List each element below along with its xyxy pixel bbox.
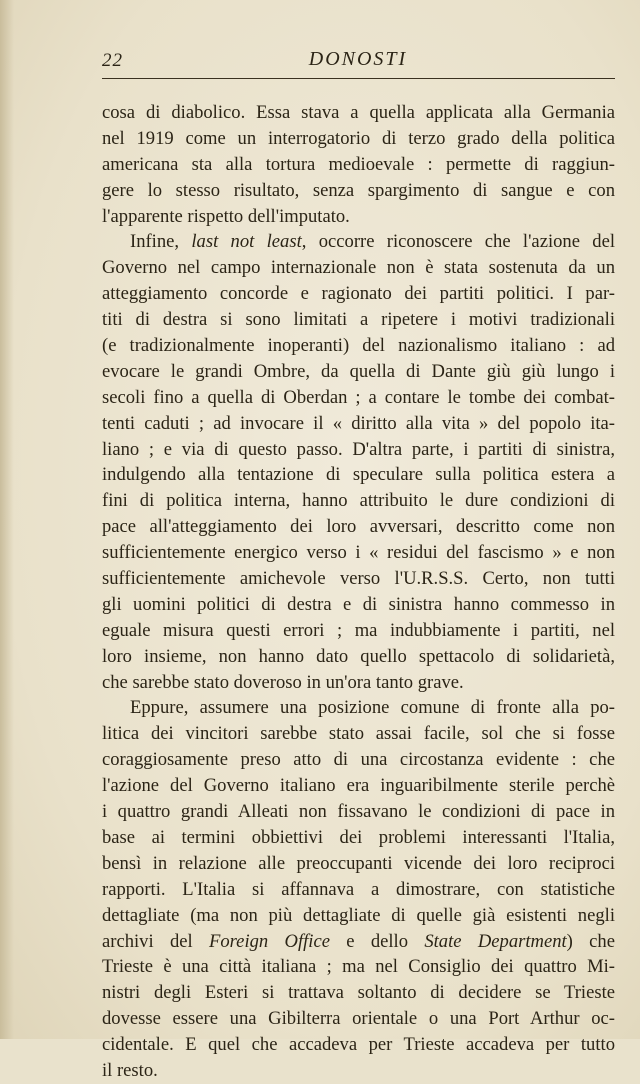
text-line: Infine, last not least, occorre riconoscere che l'azione del: [130, 231, 615, 253]
body-text: [102, 100, 615, 1084]
page-header: [102, 48, 614, 74]
text-line: nel 1919 come un interrogatorio di terzo grado della politica: [102, 127, 615, 149]
text-line: archivi del Foreign Office e dello State Department) che: [102, 930, 615, 952]
text-line: gli uomini politici di destra e di sinistra hanno commesso in: [102, 593, 615, 615]
text-line: dettagliate (ma non più dettagliate di quelle già esistenti negli: [102, 904, 615, 926]
text-line: atteggiamento concorde e ragionato dei partiti politici. I par-: [102, 283, 615, 305]
text-line: titi di destra si sono limitati a ripetere i motivi tradizionali: [102, 309, 615, 331]
text-line: coraggiosamente preso atto di una circostanza evidente : che: [102, 749, 615, 771]
text-line: cosa di diabolico. Essa stava a quella applicata alla Germania: [102, 102, 615, 123]
text-line: sufficientemente amichevole verso l'U.R.S.S. Certo, non tutti: [102, 568, 615, 590]
text-line: (e tradizionalmente inoperanti) del nazionalismo italiano : ad: [102, 335, 615, 357]
text-line: l'azione del Governo italiano era inguaribilmente sterile perchè: [102, 775, 615, 797]
text-line: gere lo stesso risultato, senza spargimento di sangue e con: [102, 179, 615, 201]
page-edge-shadow: [0, 0, 14, 1039]
paragraph: [102, 695, 615, 1083]
text-line: evocare le grandi Ombre, da quella di Dante giù giù lungo i: [102, 360, 615, 382]
text-line: fini di politica interna, hanno attribuito le dure condizioni di: [102, 490, 615, 512]
text-line: cidentale. E quel che accadeva per Trieste accadeva per tutto: [102, 1034, 615, 1056]
text-line: sufficientemente energico verso i « residui del fascismo » e non: [102, 542, 615, 564]
text-line: Eppure, assumere una posizione comune di fronte alla po-: [130, 697, 615, 719]
paragraph: [102, 100, 615, 229]
text-line: i quattro grandi Alleati non fissavano le condizioni di pace in: [102, 801, 615, 823]
text-line: rapporti. L'Italia si affannava a dimostrare, con statistiche: [102, 878, 615, 900]
text-line: tenti caduti ; ad invocare il « diritto alla vita » del popolo ita-: [102, 412, 615, 434]
page-number: 22: [102, 50, 123, 71]
text-line: eguale misura questi errori ; ma indubbiamente i partiti, nel: [102, 619, 615, 641]
header-rule: [102, 78, 615, 79]
text-line: liano ; e via di questo passo. D'altra parte, i partiti di sinistra,: [102, 438, 615, 460]
text-line: loro insieme, non hanno dato quello spettacolo di solidarietà,: [102, 645, 615, 667]
text-line: il resto.: [102, 1059, 158, 1081]
running-title: DONOSTI: [308, 48, 408, 70]
text-line: dovesse essere una Gibilterra orientale o una Port Arthur oc-: [102, 1008, 615, 1030]
text-line: che sarebbe stato doveroso in un'ora tanto grave.: [102, 671, 464, 693]
text-line: bensì in relazione alle preoccupanti vicende dei loro reciproci: [102, 852, 615, 874]
text-line: Governo nel campo internazionale non è stata sostenuta da un: [102, 257, 615, 279]
text-line: base ai termini obbiettivi dei problemi interessanti l'Italia,: [102, 826, 615, 848]
paragraph: [102, 229, 615, 695]
text-line: americana sta alla tortura medioevale : permette di raggiun-: [102, 153, 615, 175]
text-line: secoli fino a quella di Oberdan ; a contare le tombe dei combat-: [102, 386, 615, 408]
text-line: l'apparente rispetto dell'imputato.: [102, 205, 350, 227]
text-line: litica dei vincitori sarebbe stato assai facile, sol che si fosse: [102, 723, 615, 745]
text-line: indulgendo alla tentazione di speculare sulla politica estera a: [102, 464, 615, 486]
text-line: Trieste è una città italiana ; ma nel Consiglio dei quattro Mi-: [102, 956, 615, 978]
text-line: nistri degli Esteri si trattava soltanto di decidere se Trieste: [102, 982, 615, 1004]
text-line: pace all'atteggiamento dei loro avversari, descritto come non: [102, 516, 615, 538]
